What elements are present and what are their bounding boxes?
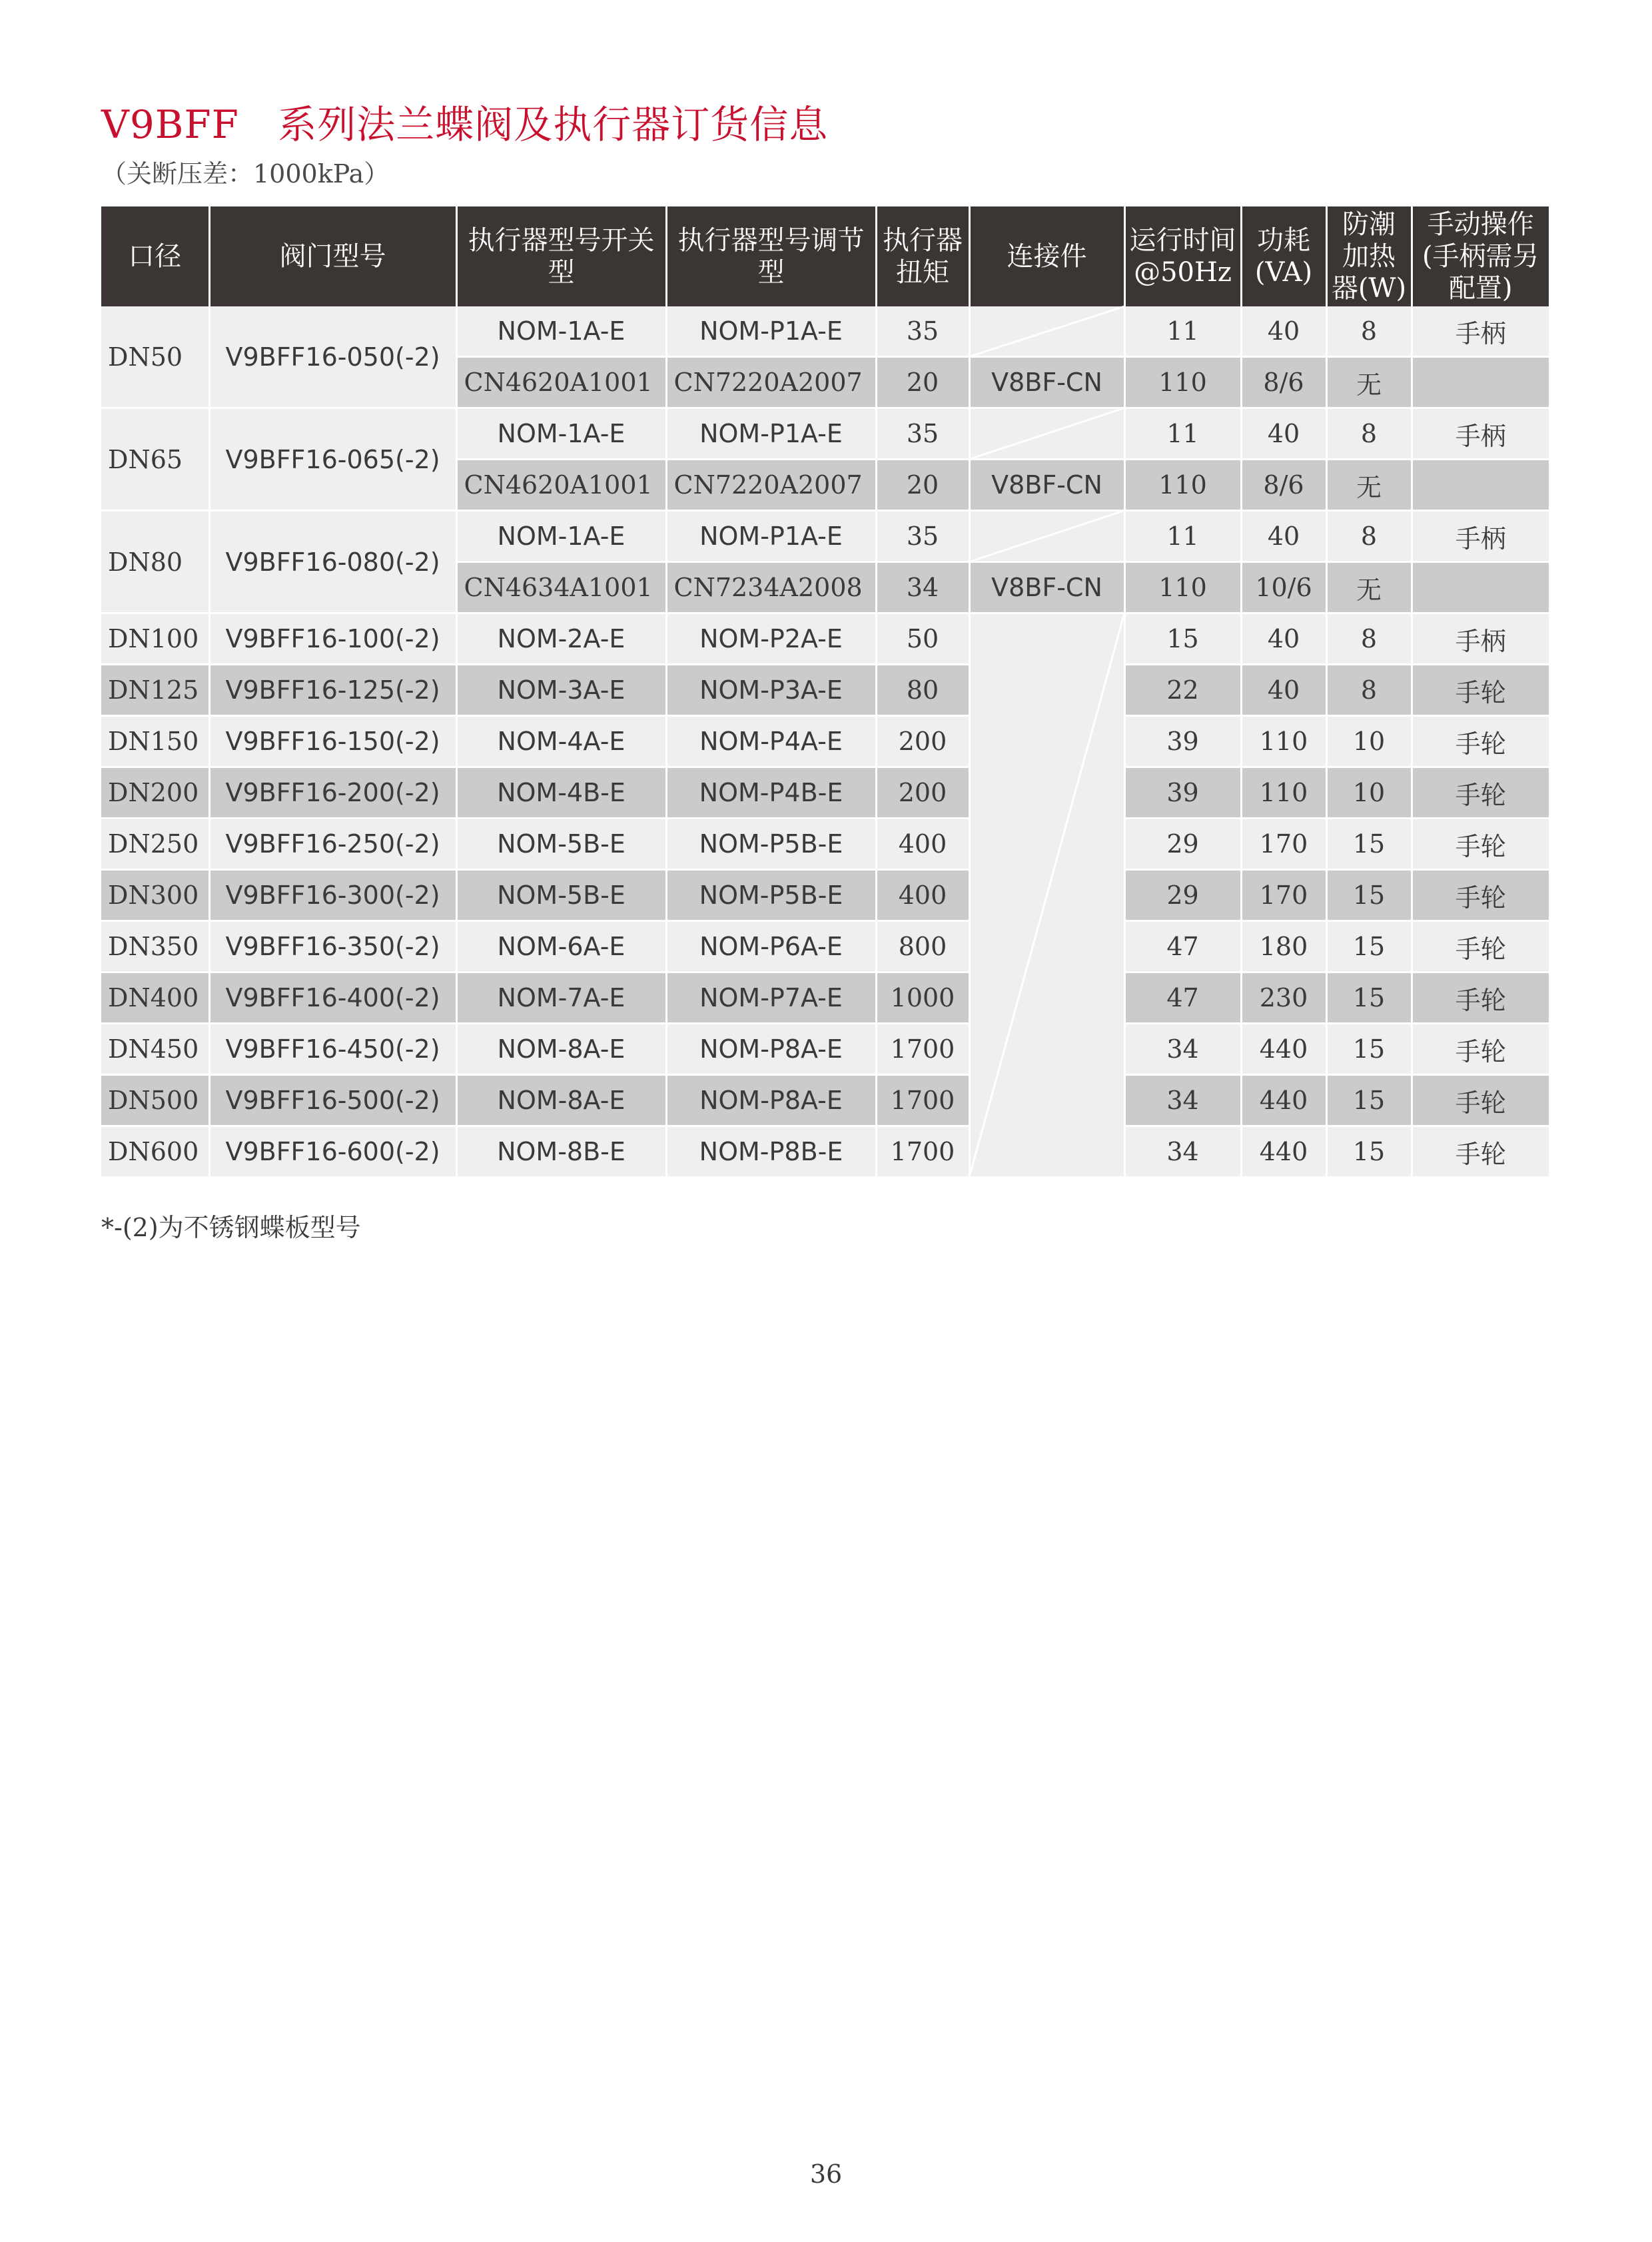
switch-actuator-cell: NOM-1A-E (456, 306, 666, 357)
torque-cell: 200 (876, 767, 969, 819)
modulating-actuator-cell: CN7220A2007 (666, 460, 876, 511)
table-row (101, 613, 1549, 665)
run-time-cell: 110 (1124, 562, 1241, 613)
diameter-cell: DN250 (101, 819, 209, 870)
manual-cell: 手轮 (1412, 716, 1549, 767)
diameter-cell: DN350 (101, 921, 209, 972)
modulating-actuator-cell: NOM-P3A-E (666, 665, 876, 716)
header-power: 功耗(VA) (1241, 206, 1326, 306)
switch-actuator-cell: NOM-3A-E (456, 665, 666, 716)
order-info-table-wrap (101, 206, 1549, 1178)
heater-cell: 10 (1326, 716, 1412, 767)
manual-cell: 手柄 (1412, 408, 1549, 460)
power-cell: 10/6 (1241, 562, 1326, 613)
power-cell: 440 (1241, 1126, 1326, 1178)
diameter-cell: DN300 (101, 870, 209, 921)
manual-cell (1412, 357, 1549, 408)
switch-actuator-cell: CN4634A1001 (456, 562, 666, 613)
power-cell: 110 (1241, 767, 1326, 819)
header-valve-model: 阀门型号 (209, 206, 456, 306)
valve-model-cell: V9BFF16-450(-2) (209, 1024, 456, 1075)
connector-cell (969, 306, 1124, 357)
modulating-actuator-cell: NOM-P5B-E (666, 870, 876, 921)
valve-model-cell: V9BFF16-200(-2) (209, 767, 456, 819)
manual-cell: 手轮 (1412, 1126, 1549, 1178)
run-time-cell: 110 (1124, 460, 1241, 511)
header-heater: 防潮加热器(W) (1326, 206, 1412, 306)
connector-cell-merged (969, 613, 1124, 1178)
heater-cell: 8 (1326, 306, 1412, 357)
header-run-time: 运行时间@50Hz (1124, 206, 1241, 306)
pressure-note: （关断压差：1000kPa） (101, 159, 390, 188)
valve-model-cell: V9BFF16-125(-2) (209, 665, 456, 716)
diameter-cell: DN450 (101, 1024, 209, 1075)
table-row (101, 767, 1549, 819)
run-time-cell: 22 (1124, 665, 1241, 716)
modulating-actuator-cell: NOM-P8A-E (666, 1024, 876, 1075)
run-time-cell: 11 (1124, 408, 1241, 460)
heater-cell: 无 (1326, 357, 1412, 408)
valve-model-cell: V9BFF16-150(-2) (209, 716, 456, 767)
modulating-actuator-cell: NOM-P8B-E (666, 1126, 876, 1178)
page-number: 36 (809, 2159, 843, 2189)
heater-cell: 15 (1326, 921, 1412, 972)
run-time-cell: 29 (1124, 819, 1241, 870)
power-cell: 40 (1241, 613, 1326, 665)
manual-cell: 手轮 (1412, 767, 1549, 819)
torque-cell: 35 (876, 511, 969, 562)
torque-cell: 1000 (876, 972, 969, 1024)
footnote: *-(2)为不锈钢蝶板型号 (101, 1213, 361, 1242)
switch-actuator-cell: NOM-1A-E (456, 408, 666, 460)
modulating-actuator-cell: NOM-P2A-E (666, 613, 876, 665)
header-connector: 连接件 (969, 206, 1124, 306)
diameter-cell: DN80 (101, 511, 209, 613)
modulating-actuator-cell: NOM-P1A-E (666, 306, 876, 357)
torque-cell: 800 (876, 921, 969, 972)
table-row (101, 1024, 1549, 1075)
diameter-cell: DN600 (101, 1126, 209, 1178)
diameter-cell: DN150 (101, 716, 209, 767)
run-time-cell: 11 (1124, 511, 1241, 562)
run-time-cell: 110 (1124, 357, 1241, 408)
table-row (101, 819, 1549, 870)
heater-cell: 8 (1326, 511, 1412, 562)
switch-actuator-cell: NOM-7A-E (456, 972, 666, 1024)
torque-cell: 35 (876, 408, 969, 460)
switch-actuator-cell: NOM-5B-E (456, 819, 666, 870)
run-time-cell: 11 (1124, 306, 1241, 357)
table-row (101, 1075, 1549, 1126)
table-body (101, 306, 1549, 1178)
modulating-actuator-cell: NOM-P6A-E (666, 921, 876, 972)
power-cell: 40 (1241, 306, 1326, 357)
torque-cell: 35 (876, 306, 969, 357)
power-cell: 8/6 (1241, 460, 1326, 511)
torque-cell: 20 (876, 460, 969, 511)
switch-actuator-cell: NOM-8A-E (456, 1024, 666, 1075)
run-time-cell: 47 (1124, 972, 1241, 1024)
connector-cell: V8BF-CN (969, 562, 1124, 613)
switch-actuator-cell: CN4620A1001 (456, 357, 666, 408)
torque-cell: 400 (876, 870, 969, 921)
power-cell: 40 (1241, 408, 1326, 460)
power-cell: 230 (1241, 972, 1326, 1024)
switch-actuator-cell: NOM-6A-E (456, 921, 666, 972)
modulating-actuator-cell: CN7220A2007 (666, 357, 876, 408)
valve-model-cell: V9BFF16-080(-2) (209, 511, 456, 613)
heater-cell: 8 (1326, 665, 1412, 716)
manual-cell: 手轮 (1412, 870, 1549, 921)
valve-model-cell: V9BFF16-250(-2) (209, 819, 456, 870)
run-time-cell: 29 (1124, 870, 1241, 921)
heater-cell: 15 (1326, 1075, 1412, 1126)
switch-actuator-cell: NOM-8A-E (456, 1075, 666, 1126)
modulating-actuator-cell: CN7234A2008 (666, 562, 876, 613)
manual-cell (1412, 460, 1549, 511)
table-row (101, 665, 1549, 716)
table-row (101, 870, 1549, 921)
diameter-cell: DN200 (101, 767, 209, 819)
header-diameter: 口径 (101, 206, 209, 306)
table-row (101, 716, 1549, 767)
power-cell: 180 (1241, 921, 1326, 972)
table-row (101, 511, 1549, 562)
manual-cell: 手轮 (1412, 1024, 1549, 1075)
header-switch-actuator: 执行器型号开关型 (456, 206, 666, 306)
valve-model-cell: V9BFF16-300(-2) (209, 870, 456, 921)
table-row (101, 972, 1549, 1024)
heater-cell: 15 (1326, 1024, 1412, 1075)
modulating-actuator-cell: NOM-P5B-E (666, 819, 876, 870)
manual-cell: 手轮 (1412, 921, 1549, 972)
manual-cell: 手轮 (1412, 819, 1549, 870)
power-cell: 40 (1241, 665, 1326, 716)
heater-cell: 15 (1326, 870, 1412, 921)
connector-cell: V8BF-CN (969, 357, 1124, 408)
modulating-actuator-cell: NOM-P1A-E (666, 408, 876, 460)
connector-cell: V8BF-CN (969, 460, 1124, 511)
run-time-cell: 39 (1124, 716, 1241, 767)
manual-cell: 手柄 (1412, 613, 1549, 665)
power-cell: 110 (1241, 716, 1326, 767)
valve-model-cell: V9BFF16-500(-2) (209, 1075, 456, 1126)
switch-actuator-cell: NOM-4A-E (456, 716, 666, 767)
run-time-cell: 15 (1124, 613, 1241, 665)
valve-model-cell: V9BFF16-350(-2) (209, 921, 456, 972)
torque-cell: 50 (876, 613, 969, 665)
power-cell: 170 (1241, 870, 1326, 921)
heater-cell: 8 (1326, 613, 1412, 665)
torque-cell: 1700 (876, 1075, 969, 1126)
header-torque: 执行器扭矩 (876, 206, 969, 306)
switch-actuator-cell: NOM-1A-E (456, 511, 666, 562)
header-manual: 手动操作(手柄需另配置) (1412, 206, 1549, 306)
heater-cell: 15 (1326, 819, 1412, 870)
connector-cell (969, 408, 1124, 460)
valve-model-cell: V9BFF16-100(-2) (209, 613, 456, 665)
torque-cell: 34 (876, 562, 969, 613)
torque-cell: 1700 (876, 1126, 969, 1178)
page-title: V9BFF 系列法兰蝶阀及执行器订货信息 (101, 102, 829, 147)
valve-model-cell: V9BFF16-400(-2) (209, 972, 456, 1024)
modulating-actuator-cell: NOM-P8A-E (666, 1075, 876, 1126)
switch-actuator-cell: NOM-2A-E (456, 613, 666, 665)
manual-cell: 手轮 (1412, 972, 1549, 1024)
header-modulating-actuator: 执行器型号调节型 (666, 206, 876, 306)
switch-actuator-cell: NOM-4B-E (456, 767, 666, 819)
connector-cell (969, 511, 1124, 562)
torque-cell: 80 (876, 665, 969, 716)
heater-cell: 无 (1326, 460, 1412, 511)
manual-cell: 手轮 (1412, 1075, 1549, 1126)
run-time-cell: 47 (1124, 921, 1241, 972)
modulating-actuator-cell: NOM-P4B-E (666, 767, 876, 819)
run-time-cell: 39 (1124, 767, 1241, 819)
manual-cell (1412, 562, 1549, 613)
valve-model-cell: V9BFF16-050(-2) (209, 306, 456, 408)
diameter-cell: DN100 (101, 613, 209, 665)
heater-cell: 15 (1326, 1126, 1412, 1178)
torque-cell: 20 (876, 357, 969, 408)
heater-cell: 无 (1326, 562, 1412, 613)
table-header-row (101, 206, 1549, 306)
diameter-cell: DN65 (101, 408, 209, 511)
run-time-cell: 34 (1124, 1024, 1241, 1075)
modulating-actuator-cell: NOM-P7A-E (666, 972, 876, 1024)
power-cell: 440 (1241, 1075, 1326, 1126)
diameter-cell: DN400 (101, 972, 209, 1024)
manual-cell: 手柄 (1412, 511, 1549, 562)
manual-cell: 手轮 (1412, 665, 1549, 716)
manual-cell: 手柄 (1412, 306, 1549, 357)
heater-cell: 8 (1326, 408, 1412, 460)
power-cell: 40 (1241, 511, 1326, 562)
table-row (101, 306, 1549, 357)
heater-cell: 10 (1326, 767, 1412, 819)
order-info-table (101, 206, 1549, 1178)
run-time-cell: 34 (1124, 1126, 1241, 1178)
table-row (101, 408, 1549, 460)
torque-cell: 200 (876, 716, 969, 767)
switch-actuator-cell: NOM-5B-E (456, 870, 666, 921)
switch-actuator-cell: CN4620A1001 (456, 460, 666, 511)
table-row (101, 921, 1549, 972)
power-cell: 8/6 (1241, 357, 1326, 408)
power-cell: 440 (1241, 1024, 1326, 1075)
valve-model-cell: V9BFF16-065(-2) (209, 408, 456, 511)
torque-cell: 400 (876, 819, 969, 870)
modulating-actuator-cell: NOM-P1A-E (666, 511, 876, 562)
modulating-actuator-cell: NOM-P4A-E (666, 716, 876, 767)
switch-actuator-cell: NOM-8B-E (456, 1126, 666, 1178)
torque-cell: 1700 (876, 1024, 969, 1075)
diameter-cell: DN500 (101, 1075, 209, 1126)
valve-model-cell: V9BFF16-600(-2) (209, 1126, 456, 1178)
table-row (101, 1126, 1549, 1178)
heater-cell: 15 (1326, 972, 1412, 1024)
power-cell: 170 (1241, 819, 1326, 870)
run-time-cell: 34 (1124, 1075, 1241, 1126)
diameter-cell: DN50 (101, 306, 209, 408)
diameter-cell: DN125 (101, 665, 209, 716)
